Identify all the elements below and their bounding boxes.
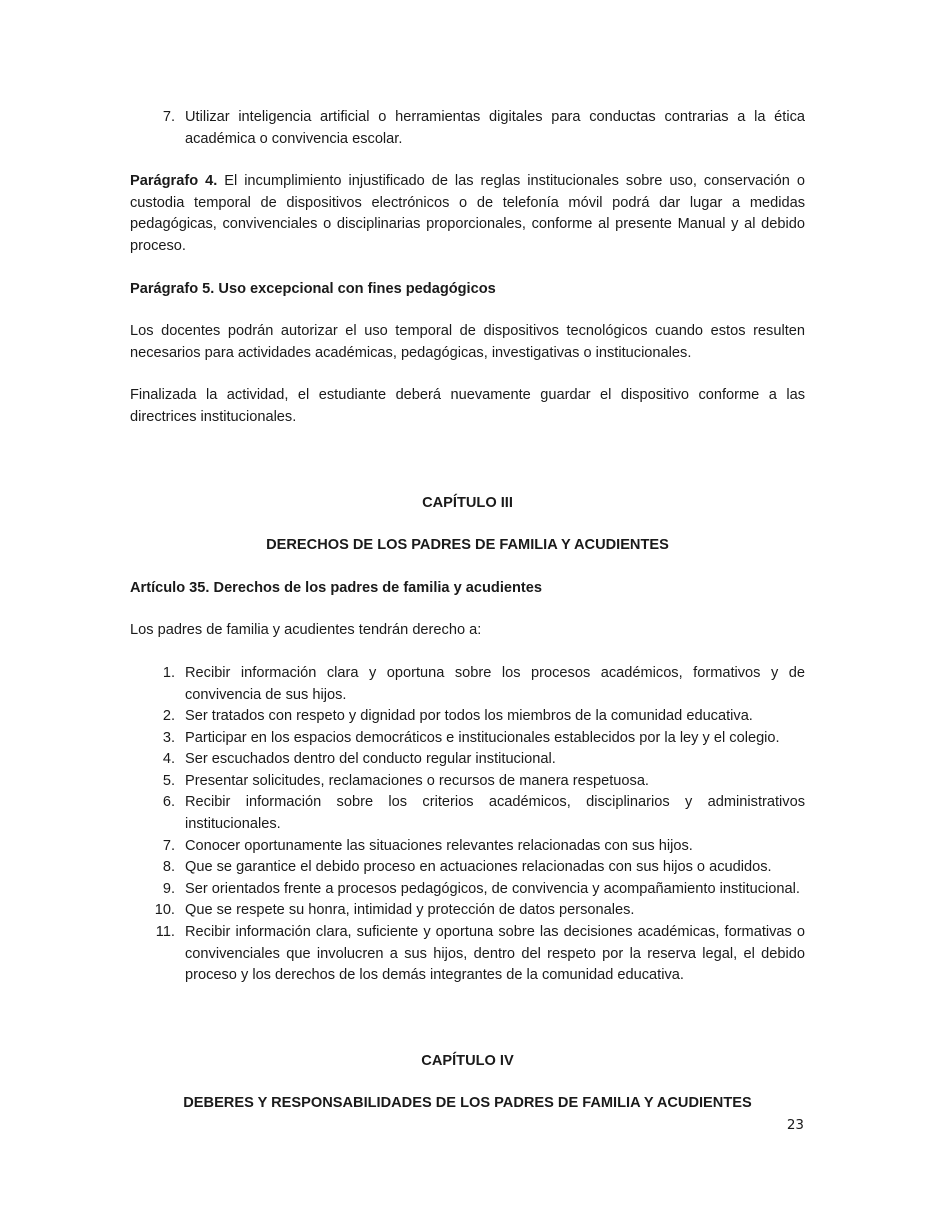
list-item-text: Recibir información clara, suficiente y oportuna sobre las decisiones académicas, formativas o convivenciales que involucren a sus hijos, dentro del respeto por la reserva legal, el debido proceso y los derechos de los demás integrantes de la comunidad educativa. bbox=[185, 924, 805, 984]
list-item-number: 7. bbox=[162, 837, 175, 854]
list-item-number: 8. bbox=[162, 859, 175, 876]
chapter-4-title: CAPÍTULO IV bbox=[421, 1052, 514, 1069]
list-item-text: Ser escuchados dentro del conducto regular institucional. bbox=[185, 751, 556, 768]
list-item-text: Ser tratados con respeto y dignidad por todos los miembros de la comunidad educativa. bbox=[185, 708, 753, 725]
chapter-4-subtitle: DEBERES Y RESPONSABILIDADES DE LOS PADRES DE FAMILIA Y ACUDIENTES bbox=[183, 1095, 752, 1112]
list-item-number: 6. bbox=[162, 794, 175, 811]
article-35-intro: Los padres de familia y acudientes tendrán derecho a: bbox=[130, 622, 482, 639]
list-item bbox=[130, 749, 805, 771]
list-item-text: Presentar solicitudes, reclamaciones o recursos de manera respetuosa. bbox=[185, 772, 649, 789]
list-item-text: Ser orientados frente a procesos pedagógicos, de convivencia y acompañamiento institucional. bbox=[185, 880, 800, 897]
list-item-text: Utilizar inteligencia artificial o herramientas digitales para conductas contrarias a la ética académica o convivencia escolar. bbox=[185, 109, 805, 147]
list-item-text: Recibir información clara y oportuna sobre los procesos académicos, formativos y de convivencia de sus hijos. bbox=[185, 664, 805, 703]
list-item bbox=[130, 792, 805, 835]
list-item-number: 4. bbox=[162, 751, 175, 768]
list-item-number: 2. bbox=[162, 708, 175, 725]
paragraph-4-label: Parágrafo 4. bbox=[130, 173, 218, 190]
article-35-heading: Artículo 35. Derechos de los padres de familia y acudientes bbox=[130, 579, 543, 596]
list-item-number: 11. bbox=[155, 924, 175, 941]
list-item-text: Recibir información sobre los criterios académicos, disciplinarios y administrativos institucionales. bbox=[185, 794, 805, 833]
paragraph-4 bbox=[130, 171, 805, 257]
list-item bbox=[130, 900, 805, 922]
list-item-number: 9. bbox=[162, 880, 175, 897]
list-item bbox=[130, 663, 805, 706]
list-item bbox=[130, 706, 805, 728]
paragraph-5-text-1: Los docentes podrán autorizar el uso temporal de dispositivos tecnológicos cuando estos resulten necesarios para actividades académicas, pedagógicas, investigativas o institucionales. bbox=[130, 323, 805, 361]
list-item-number: 10. bbox=[154, 902, 175, 919]
list-continuation bbox=[130, 107, 805, 150]
list-item-number: 3. bbox=[162, 729, 175, 746]
list-item-text: Que se garantice el debido proceso en actuaciones relacionadas con sus hijos o acudidos. bbox=[185, 859, 772, 876]
chapter-3-title: CAPÍTULO III bbox=[422, 494, 513, 511]
list-item bbox=[130, 728, 805, 750]
paragraph-4-text: El incumplimiento injustificado de las reglas institucionales sobre uso, conservación o custodia temporal de dispositivos electrónicos o de telefonía móvil podrá dar lugar a medidas pedagógicas, convivenciales o disciplinarias proporcionales, conforme al presente Manual y al debido proceso. bbox=[130, 173, 805, 254]
chapter-3-subtitle: DERECHOS DE LOS PADRES DE FAMILIA Y ACUDIENTES bbox=[266, 537, 669, 554]
list-item-number: 5. bbox=[162, 772, 175, 789]
list-item-number: 7. bbox=[162, 109, 175, 125]
list-item bbox=[130, 857, 805, 879]
list-item bbox=[130, 771, 805, 793]
list-item bbox=[130, 879, 805, 901]
page-number: 23 bbox=[786, 1117, 804, 1133]
list-item bbox=[130, 107, 805, 150]
paragraph-5-text-2: Finalizada la actividad, el estudiante deberá nuevamente guardar el dispositivo conforme a las directrices institucionales. bbox=[130, 387, 805, 425]
rights-list bbox=[130, 663, 805, 987]
list-item bbox=[130, 836, 805, 858]
list-item-text: Que se respete su honra, intimidad y protección de datos personales. bbox=[185, 902, 635, 919]
list-item bbox=[130, 922, 805, 987]
list-item-text: Participar en los espacios democráticos e institucionales establecidos por la ley y el colegio. bbox=[185, 729, 780, 746]
list-item-number: 1. bbox=[162, 664, 175, 681]
list-item-text: Conocer oportunamente las situaciones relevantes relacionadas con sus hijos. bbox=[185, 837, 693, 854]
paragraph-5-heading: Parágrafo 5. Uso excepcional con fines pedagógicos bbox=[130, 280, 496, 297]
page-content bbox=[130, 107, 805, 1115]
